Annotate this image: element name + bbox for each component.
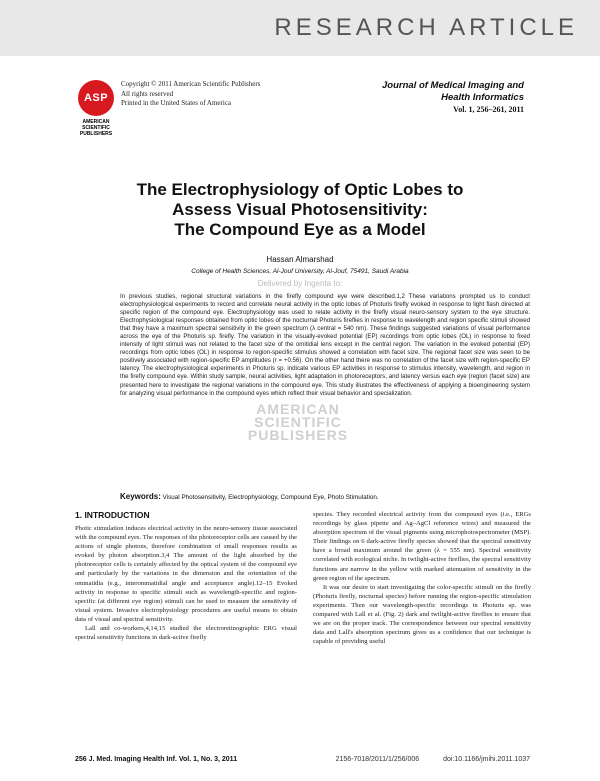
publisher-watermark: AMERICAN SCIENTIFIC PUBLISHERS (247, 401, 349, 443)
paragraph: Photic stimulation induces electrical activity in the neuro-sensory tissue associated with the compound eyes. The responses of the photoreceptor cells are caused by the actions of single photons, therefore combination of small responses results as evoked by photon absorption.3,4 The amount of the light absorbed by the photoreceptor cells is certainly affected by the optical system of the compound eye and particularly by the variations in the dimension and the orientation of the ommatidia (e.g., interommatidial angle and acceptance angle).12–15 Evoked activity in response to specific stimuli such as wavelength-specific and region-specific (at different eye region) stimuli can be used to measure the sensitivity of visual system. Invasive electrophysiology procedures are useful means to obtain data of visual and spectral sensitivity. (75, 525, 297, 623)
delivered-by-stamp: Delivered by Ingenta to: (257, 279, 343, 288)
publisher-logo (73, 80, 119, 137)
abstract: In previous studies, regional structural variations in the firefly compound eye were described.1,2 These variations prompted us to conduct electrophysiological experiments to record and correlate neural activity in the optic lobes of Photuris firefly evoked in response to light flash directed at specific region of the compound eye. Electrophysiology was used to relate activity in the firefly visual neuro-sensory system to the eye structure. Electrophysiological responses obtained from optic lobes of the nocturnal Photuris fireflies in response to wavelength and region specific stimuli showed that they have a maximum spectral sensitivity in the green spectrum (λ central = 540 nm). These findings suggested variations of visual performance across the eye of the Photuris sp. firefly. The variation in the visually-evoked potential (EP) recordings from optic lobes (OL) in response to fixed intensity of light stimuli was not related to the facet size of the omitidial lens except in the central region. The variation in the evoked potential (EP) recordings from optic lobes (OL) in response to region-specific stimulus showed a correlation with facet size. The regional facet size was seen to be positively associated with region-specific EP amplitudes (r = +0.56). On the other hand there was no correlation of the facet size with region-specific EP latency. The electrophysiological experiments in Photuris sp. indicate various EP activities in response to stimulus intensity, wavelength, and region in the firefly compound eye. Within study sample, neural activities, light adaptation in photoreceptors, and latency versus each eye (region (facet size) are presented here to investigate the regional variations in the compound eye. This study illustrates the effectiveness of applying a bioengineering system for analyzing visual performance in the compound eyes which reflect their visual behavior and specialization. (120, 293, 530, 397)
header-banner (0, 0, 600, 56)
footer-doi: doi:10.1166/jmihi.2011.1037 (443, 756, 530, 763)
keywords-label: Keywords: (120, 492, 161, 501)
footer-issn: 2156-7018/2011/1/256/006 (335, 756, 420, 763)
publisher-name: AMERICAN SCIENTIFIC PUBLISHERS (79, 119, 113, 137)
asp-logo-icon: ASP (78, 80, 114, 116)
author-affiliation: College of Health Sciences, Al-Jouf University, Al-Jouf, 75491, Saudi Arabia (191, 268, 409, 275)
keywords-list: Visual Photosensitivity, Electrophysiology, Compound Eye, Photo Stimulation. (162, 494, 379, 501)
volume-label: Vol. 1, 256–261, 2011 (453, 105, 524, 114)
journal-name: Journal of Medical Imaging and Health Informatics (382, 80, 524, 103)
paragraph: Lall and co-workers,4,14,15 studied the electroretinographic ERG visual spectral sensitivity functions in dark-active firefly (75, 625, 297, 642)
section-heading: 1. INTRODUCTION (75, 510, 150, 520)
copyright-block: Copyright © 2011 American Scientific Publishers All rights reserved Printed in the United States of America (121, 80, 261, 107)
journal-info (374, 80, 524, 114)
keywords (120, 492, 540, 501)
left-column (75, 524, 297, 642)
author-name: Hassan Almarshad (266, 255, 334, 264)
paragraph: species. They recorded electrical activity from the compound eyes (i.e., ERGs recordings by glass pipette and Ag–AgCl reference wires) and measured the absorption spectrum of the visual pigments using microphotospectrometer (MSP). Their findings on 6 dark-active firefly species showed that the spectral sensitivity have a broad maximum around the green (λ = 555 nm). Spectral sensitivity correlated with ecological niche. In twilight-active fireflies, the spectral sensitivity functions are narrow in the yellow with marked attenuation of sensitivity in the green region of the spectrum. (313, 511, 531, 582)
footer-ids (314, 756, 530, 763)
right-column (313, 510, 531, 646)
article-title: The Electrophysiology of Optic Lobes to Assess Visual Photosensitivity: The Compound Eye as a Model (136, 180, 464, 239)
footer-citation: 256 J. Med. Imaging Health Inf. Vol. 1, No. 3, 2011 (75, 756, 238, 763)
banner-title: RESEARCH ARTICLE (274, 14, 578, 41)
paragraph: It was our desire to start investigating the color-specific stimuli on the firefly (Photuris firefly, nocturnal species) before running the region-specific stimulation experiments. Then our wavelength-specific recordings in Photuris sp. was compared with Lall et al. (Fig. 2) dark and twilight-active fireflies to ensure that we are on the proper track. The correspondence between our spectral sensitivity data and Lall's absorption spectrum gives us a confidence that our technique is capable of providing useful (313, 583, 531, 646)
